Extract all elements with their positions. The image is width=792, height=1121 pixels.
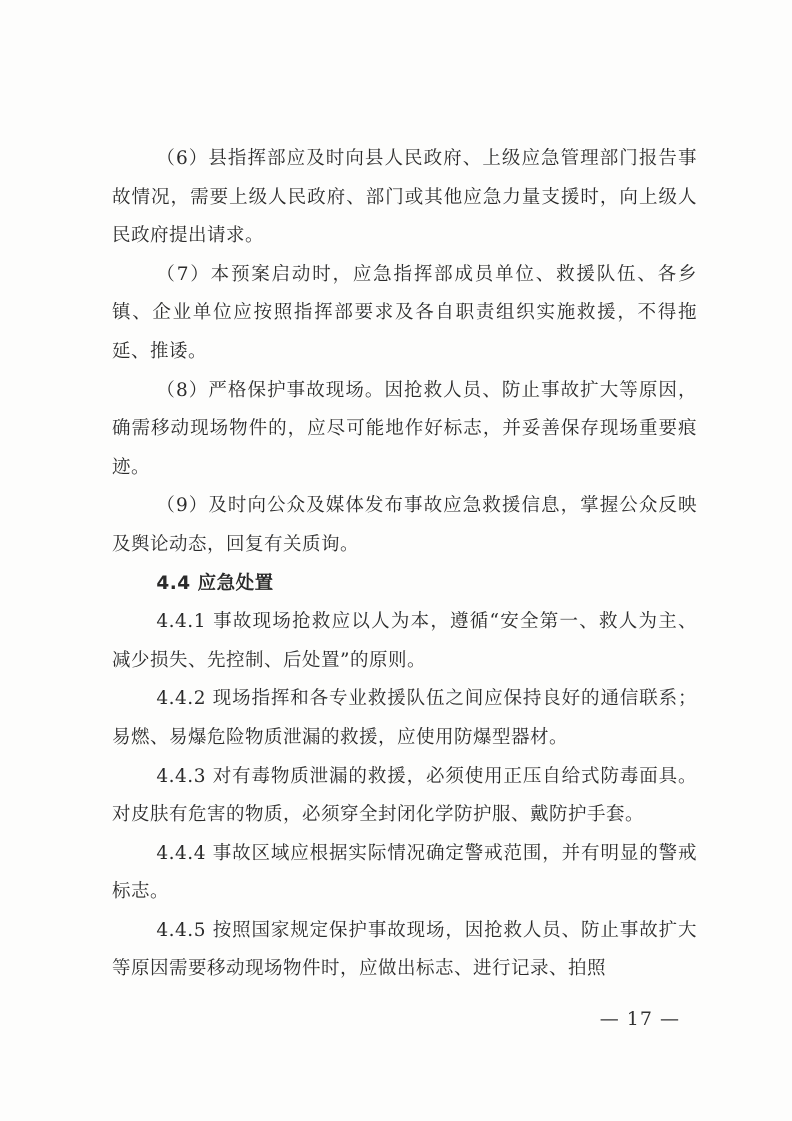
subsection-4-4-3: 4.4.3 对有毒物质泄漏的救援，必须使用正压自给式防毒面具。对皮肤有危害的物质，必须穿全封闭化学防护服、戴防护手套。 — [112, 765, 697, 826]
paragraph-7: （7）本预案启动时，应急指挥部成员单位、救援队伍、各乡镇、企业单位应按照指挥部要求及各自职责组织实施救援，不得拖延、推诿。 — [112, 263, 697, 362]
paragraph-6: （6）县指挥部应及时向县人民政府、上级应急管理部门报告事故情况，需要上级人民政府、部门或其他应急力量支援时，向上级人民政府提出请求。 — [112, 148, 697, 247]
subsection-4-4-1: 4.4.1 事故现场抢救应以人为本，遵循“安全第一、救人为主、减少损失、先控制、后处置”的原则。 — [112, 611, 697, 671]
paragraph-8: （8）严格保护事故现场。因抢救人员、防止事故扩大等原因，确需移动现场物件的，应尽可能地作好标志，并妥善保存现场重要痕迹。 — [112, 379, 697, 478]
subsection-4-4-5: 4.4.5 按照国家规定保护事故现场，因抢救人员、防止事故扩大等原因需要移动现场物件时，应做出标志、进行记录、拍照 — [112, 919, 697, 980]
paragraph-9: （9）及时向公众及媒体发布事故应急救援信息，掌握公众反映及舆论动态，回复有关质询。 — [112, 495, 697, 555]
document-body — [112, 140, 697, 989]
subsection-4-4-4: 4.4.4 事故区域应根据实际情况确定警戒范围，并有明显的警戒标志。 — [112, 842, 697, 903]
subsection-4-4-2: 4.4.2 现场指挥和各专业救援队伍之间应保持良好的通信联系；易燃、易爆危险物质泄漏的救援，应使用防爆型器材。 — [112, 688, 697, 748]
page-number: — 17 — — [599, 1008, 680, 1030]
section-heading-4-4: 4.4 应急处置 — [156, 572, 274, 594]
